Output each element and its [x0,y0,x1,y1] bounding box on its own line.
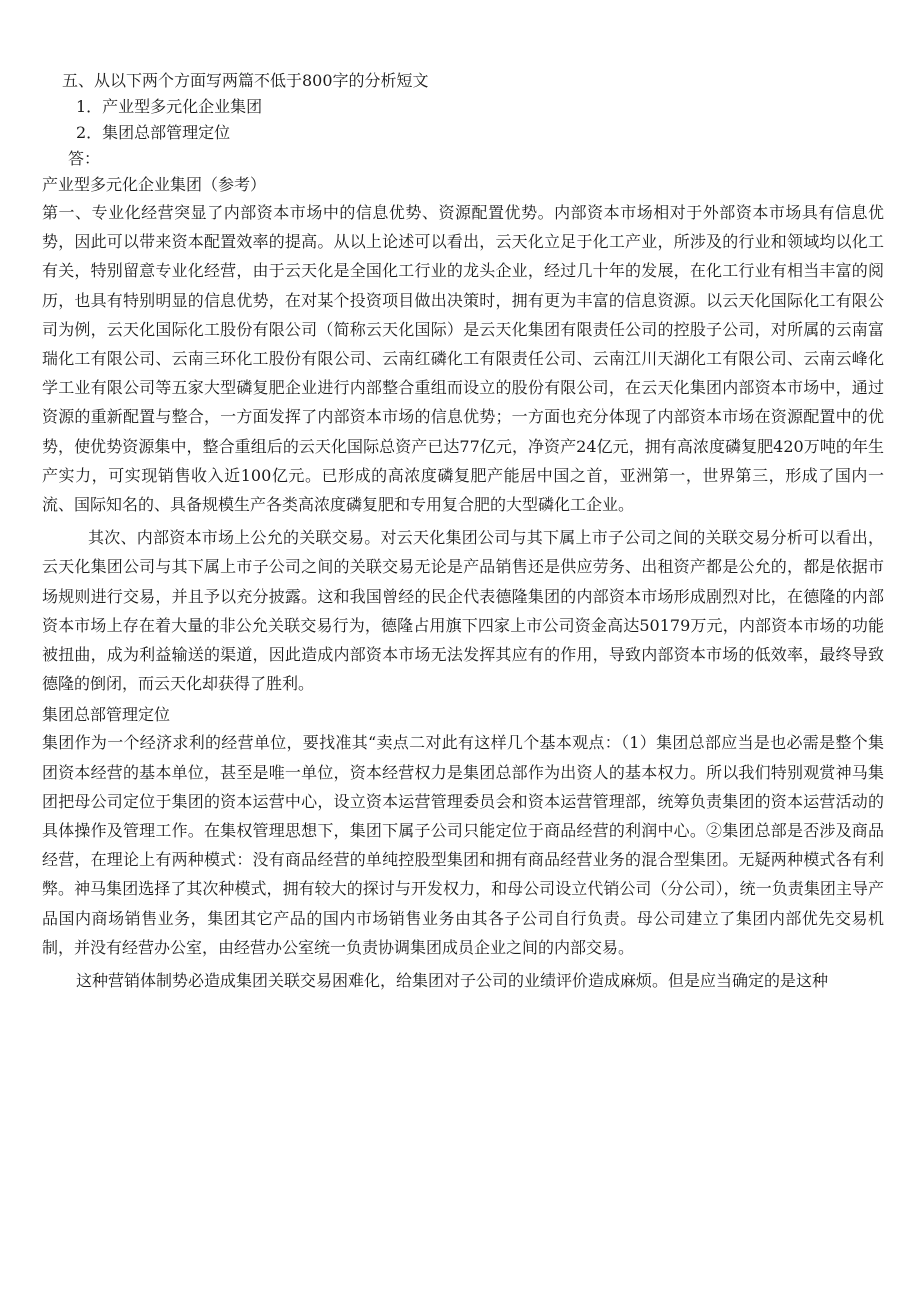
question-item-2: 2．集团总部管理定位 [76,123,231,142]
section2-title: 集团总部管理定位 [42,705,171,725]
question-item-1: 1．产业型多元化企业集团 [76,97,263,116]
section1-title: 产业型多元化企业集团（参考） [42,175,267,194]
question-heading: 五、从以下两个方面写两篇不低于800字的分析短文 [62,71,429,90]
section1-paragraph-1: 第一、专业化经营突显了内部资本市场中的信息优势、资源配置优势。内部资本市场相对于外部资本市场具有信息优势，因此可以带来资本配置效率的提高。从以上论述可以看出，云天化立足于化工产业，所涉及的行业和领域均以化工有关，特别留意专业化经营，由于云天化是全国化工行业的龙头企业，经过几十年的发展，在化工行业有相当丰富的阅历，也具有特别明显的信息优势，在对某个投资项目做出决策时，拥有更为丰富的信息资源。以云天化国际化工有限公司为例，云天化国际化工股份有限公司（简称云天化国际）是云天化集团有限责任公司的控股子公司，对所属的云南富瑞化工有限公司、云南三环化工股份有限公司、云南红磷化工有限责任公司、云南江川天湖化工有限公司、云南云峰化学工业有限公司等五家大型磷复肥企业进行内部整合重组而设立的股份有限公司，在云天化集团内部资本市场中，通过资源的重新配置与整合，一方面发挥了内部资本市场的信息优势；一方面也充分体现了内部资本市场在资源配置中的优势，使优势资源集中，整合重组后的云天化国际总资产已达77亿元，净资产24亿元，拥有高浓度磷复肥420万吨的年生产实力，可实现销售收入近100亿元。已形成的高浓度磷复肥产能居中国之首，亚洲第一，世界第三，形成了国内一流、国际知名的、具备规模生产各类高浓度磷复肥和专用复合肥的大型磷化工企业。 [42,203,884,515]
section1-paragraph-2: 其次、内部资本市场上公允的关联交易。对云天化集团公司与其下属上市子公司之间的关联交易分析可以看出，云天化集团公司与其下属上市子公司之间的关联交易无论是产品销售还是供应劳务、出租资产都是公允的，都是依据市场规则进行交易，并且予以充分披露。这和我国曾经的民企代表德隆集团的内部资本市场形成剧烈对比，在德隆的内部资本市场上存在着大量的非公允关联交易行为，德隆占用旗下四家上市公司资金高达50179万元，内部资本市场的功能被扭曲，成为利益输送的渠道，因此造成内部资本市场无法发挥其应有的作用，导致内部资本市场的低效率，最终导致德隆的倒闭，而云天化却获得了胜利。 [42,528,884,694]
answer-label: 答： [68,149,101,168]
section2-paragraph-1: 集团作为一个经济求利的经营单位，要找准其“卖点二对此有这样几个基本观点：（1）集团总部应当是也必需是整个集团资本经营的基本单位，甚至是唯一单位，资本经营权力是集团总部作为出资人的基本权力。所以我们特别观赏神马集团把母公司定位于集团的资本运营中心，设立资本运营管理委员会和资本运营管理部，统筹负责集团的资本运营活动的具体操作及管理工作。在集权管理思想下，集团下属子公司只能定位于商品经营的利润中心。②集团总部是否涉及商品经营，在理论上有两种模式：没有商品经营的单纯控股型集团和拥有商品经营业务的混合型集团。无疑两种模式各有利弊。神马集团选择了其次种模式，拥有较大的探讨与开发权力，和母公司设立代销公司（分公司），统一负责集团主导产品国内商场销售业务，集团其它产品的国内市场销售业务由其各子公司自行负责。母公司建立了集团内部优先交易机制，并没有经营办公室，由经营办公室统一负责协调集团成员企业之间的内部交易。 [42,733,884,957]
document-body [42,68,884,995]
section2-paragraph-2: 这种营销体制势必造成集团关联交易困难化，给集团对子公司的业绩评价造成麻烦。但是应当确定的是这种 [76,971,829,991]
